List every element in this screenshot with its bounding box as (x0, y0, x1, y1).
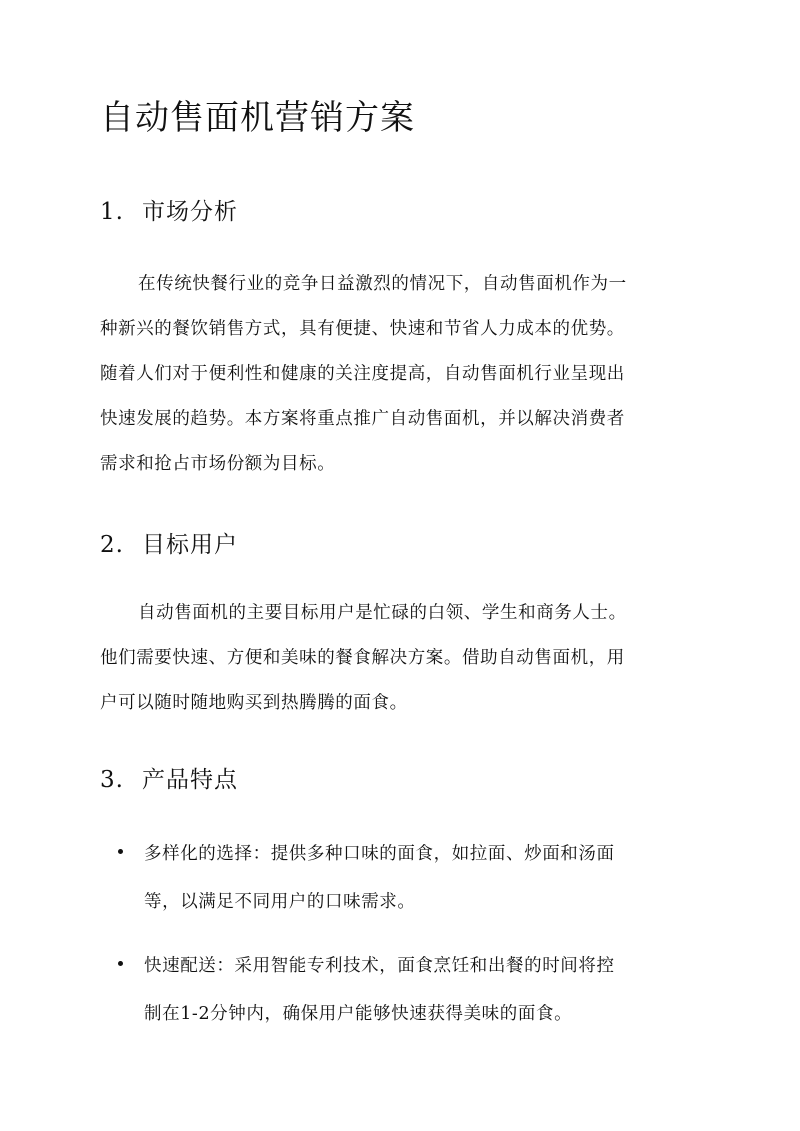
section-heading-product-features (100, 764, 238, 796)
paragraph-line: 种新兴的餐饮销售方式，具有便捷、快速和节省人力成本的优势。 (100, 319, 625, 339)
paragraph-line: 需求和抢占市场份额为目标。 (100, 454, 336, 474)
bullet-dot-icon (118, 849, 123, 854)
paragraph-line: 在传统快餐行业的竞争日益激烈的情况下，自动售面机作为一 (138, 274, 627, 294)
section-heading-market-analysis (100, 196, 238, 228)
bullet-line: 多样化的选择：提供多种口味的面食，如拉面、炒面和汤面 (144, 844, 615, 864)
section-title: 市场分析 (142, 199, 238, 225)
paragraph-line: 自动售面机的主要目标用户是忙碌的白领、学生和商务人士。 (138, 603, 627, 623)
section-number: 1. (100, 199, 124, 225)
bullet-line: 快速配送：采用智能专利技术，面食烹饪和出餐的时间将控 (144, 956, 615, 976)
paragraph-line: 随着人们对于便利性和健康的关注度提高，自动售面机行业呈现出 (100, 364, 625, 384)
bullet-line: 等，以满足不同用户的口味需求。 (144, 892, 416, 912)
bullet-item-fast-delivery (118, 942, 698, 1038)
section-title: 目标用户 (142, 532, 238, 558)
section-title: 产品特点 (142, 767, 238, 793)
section-heading-target-users (100, 529, 238, 561)
paragraph-line: 他们需要快速、方便和美味的餐食解决方案。借助自动售面机，用 (100, 648, 625, 668)
document-title: 自动售面机营销方案 (100, 98, 415, 138)
paragraph-line: 户可以随时随地购买到热腾腾的面食。 (100, 693, 408, 713)
section-paragraph-market-analysis (100, 262, 700, 487)
paragraph-line: 快速发展的趋势。本方案将重点推广自动售面机，并以解决消费者 (100, 409, 625, 429)
bullet-item-variety (118, 830, 698, 926)
bullet-text (144, 830, 698, 926)
section-paragraph-target-users (100, 591, 700, 726)
bullet-line: 制在1-2分钟内，确保用户能够快速获得美味的面食。 (144, 1004, 573, 1024)
section-number: 2. (100, 532, 124, 558)
bullet-text (144, 942, 698, 1038)
section-number: 3. (100, 767, 124, 793)
bullet-dot-icon (118, 961, 123, 966)
